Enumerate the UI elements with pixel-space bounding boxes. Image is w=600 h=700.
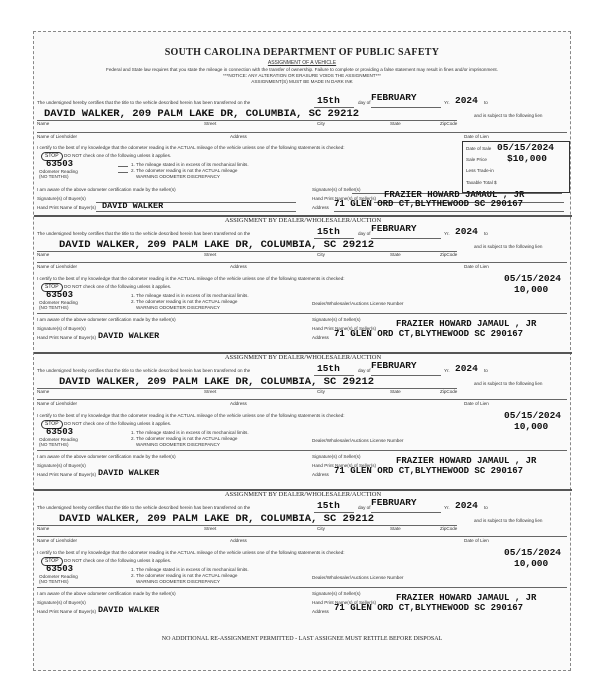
buyer-name[interactable]: DAVID WALKER <box>98 331 160 341</box>
no-tenths-label: (NO TENTHS) <box>39 305 69 310</box>
name-label: Name <box>37 389 50 394</box>
odometer-reading-label: Odometer Reading <box>39 574 78 579</box>
date-of-lien-label: Date of Lien <box>464 134 489 139</box>
ink-text: ASSIGNMENT(S) MUST BE MADE IN DARK INK <box>251 79 353 84</box>
to-label: to <box>484 100 488 105</box>
stop-badge: STOP <box>41 557 63 566</box>
aware-text: I am aware of the above odometer certification made by the seller(s) <box>37 187 176 192</box>
form-subtitle: ASSIGNMENT OF A VEHICLE <box>267 60 337 66</box>
seller-name[interactable]: FRAZIER HOWARD JAMAUL , JR <box>396 593 537 603</box>
dealer-assignment-section-2 <box>34 352 572 484</box>
seller-address[interactable]: 71 GLEN ORD CT,BLYTHEWOOD SC 290167 <box>334 329 524 339</box>
transfer-year[interactable]: 2024 <box>455 95 478 106</box>
undersigned-label: The undersigned hereby certifies that the title to the vehicle described herein has been transferred on the <box>37 368 251 373</box>
do-not-check-text: DO NOT check one of the following unless it applies. <box>64 421 172 426</box>
warning-text: WARNING ODOMETER DISCREPANCY <box>136 579 220 584</box>
zip-label: ZipCode <box>440 389 458 394</box>
hand-print-buyer-label: Hand Print Name of Buyer(s) <box>37 472 96 477</box>
subject-lien-label: and is subject to the following lien <box>474 518 543 523</box>
certify-text: I certify to the best of my knowledge that the odometer reading is the ACTUAL mileage of the vehicle unless one of the following statements is checked: <box>37 413 345 418</box>
dealer-license-label: Dealer/Wholesaler/Auctions License Number <box>312 438 404 443</box>
subject-lien-label: and is subject to the following lien <box>474 113 543 118</box>
address-label: Address <box>230 538 247 543</box>
sig-buyer-label: Signature(s) of Buyer(s) <box>37 326 86 331</box>
hand-print-seller-label: Hand Print Name(s) of Seller(s) <box>312 196 377 201</box>
name-label: Name <box>37 121 50 126</box>
dealer-section-title: ASSIGNMENT BY DEALER/WHOLESALER/AUCTION <box>224 491 382 498</box>
address-label: Address <box>230 264 247 269</box>
odometer-value[interactable]: 63503 <box>46 290 74 300</box>
hand-print-seller-label: Hand Print Name(s) of Seller(s) <box>312 326 377 331</box>
seller-address-label: Address <box>312 335 329 340</box>
footer-notice: NO ADDITIONAL RE-ASSIGNMENT PERMITTED - LAST ASSIGNEE MUST RETITLE BEFORE DISPOSAL <box>161 636 443 642</box>
dealer-assignment-section-3 <box>34 489 572 621</box>
seller-address-label: Address <box>312 472 329 477</box>
seller-name[interactable]: FRAZIER HOWARD JAMAUL , JR <box>396 319 537 329</box>
option-1-text: 1. The mileage stated is in excess of its mechanical limits. <box>131 430 249 435</box>
seller-address-label: Address <box>312 609 329 614</box>
transfer-day[interactable]: 15th <box>317 500 340 511</box>
odometer-reading-label: Odometer Reading <box>39 300 78 305</box>
seller-address[interactable]: 71 GLEN ORD CT,BLYTHEWOOD SC 290167 <box>334 603 524 613</box>
to-label: to <box>484 505 488 510</box>
date-of-lien-label: Date of Lien <box>464 401 489 406</box>
undersigned-label: The undersigned hereby certifies that the title to the vehicle described herein has been transferred on the <box>37 231 251 236</box>
stop-badge: STOP <box>41 283 63 292</box>
dealer-license-label: Dealer/Wholesaler/Auctions License Number <box>312 575 404 580</box>
transfer-month[interactable]: FEBRUARY <box>371 497 417 508</box>
date-of-sale-value[interactable]: 05/15/2024 <box>504 547 562 558</box>
day-of-label: day of <box>358 505 371 510</box>
warning-text: WARNING ODOMETER DISCREPANCY <box>136 442 220 447</box>
buyer-name[interactable]: DAVID WALKER <box>98 605 160 615</box>
sale-price-value[interactable]: 10,000 <box>514 284 549 295</box>
zip-label: ZipCode <box>440 526 458 531</box>
buyer-name[interactable]: DAVID WALKER <box>98 468 160 478</box>
option-2-text: 2. The odometer reading is not the ACTUAL mileage <box>131 168 238 173</box>
street-label: Street <box>204 526 217 531</box>
odometer-reading-label: Odometer Reading <box>39 169 78 174</box>
date-of-sale-label: Date of Sale <box>466 146 492 151</box>
sig-seller-label: Signature(s) of Seller(s) <box>312 187 361 192</box>
zip-label: ZipCode <box>440 121 458 126</box>
certify-text: I certify to the best of my knowledge that the odometer reading is the ACTUAL mileage of the vehicle unless one of the following statements is checked: <box>37 276 345 281</box>
street-label: Street <box>204 252 217 257</box>
state-label: State <box>390 389 401 394</box>
street-label: Street <box>204 389 217 394</box>
buyer-address[interactable]: DAVID WALKER, 209 PALM LAKE DR, COLUMBIA, SC 29212 <box>59 513 375 525</box>
option-2-text: 2. The odometer reading is not the ACTUAL mileage <box>131 436 238 441</box>
dealer-section-title: ASSIGNMENT BY DEALER/WHOLESALER/AUCTION <box>224 354 382 361</box>
buyer-address[interactable]: DAVID WALKER, 209 PALM LAKE DR, COLUMBIA, SC 29212 <box>44 108 360 120</box>
title-assignment-form <box>33 31 571 671</box>
street-label: Street <box>204 121 217 126</box>
subject-lien-label: and is subject to the following lien <box>474 244 543 249</box>
seller-address[interactable]: 71 GLEN ORD CT,BLYTHEWOOD SC 290167 <box>334 466 524 476</box>
no-tenths-label: (NO TENTHS) <box>39 174 69 179</box>
aware-text: I am aware of the above odometer certification made by the seller(s) <box>37 454 176 459</box>
hand-print-buyer-label: Hand Print Name of Buyer(s) <box>37 205 96 210</box>
zip-label: ZipCode <box>440 252 458 257</box>
hand-print-seller-label: Hand Print Name(s) of Seller(s) <box>312 463 377 468</box>
undersigned-label: The undersigned hereby certifies that the title to the vehicle described herein has been transferred on the <box>37 100 251 105</box>
option-2-text: 2. The odometer reading is not the ACTUAL mileage <box>131 299 238 304</box>
notice-text: ***NOTICE: ANY ALTERATION OR ERASURE VOIDS THE ASSIGNMENT*** <box>223 73 381 78</box>
odometer-value[interactable]: 63503 <box>46 564 74 574</box>
sale-price-value[interactable]: $10,000 <box>507 153 547 164</box>
hand-print-buyer-label: Hand Print Name of Buyer(s) <box>37 335 96 340</box>
yr-label: Yr. <box>444 231 450 236</box>
do-not-check-text: DO NOT check one of the following unless it applies. <box>64 153 172 158</box>
option-1-text: 1. The mileage stated is in excess of its mechanical limits. <box>131 293 249 298</box>
sale-price-value[interactable]: 10,000 <box>514 558 549 569</box>
to-label: to <box>484 368 488 373</box>
lienholder-label: Name of Lienholder <box>37 134 78 139</box>
address-label: Address <box>230 401 247 406</box>
date-of-lien-label: Date of Lien <box>464 538 489 543</box>
sale-price-label: Sale Price <box>466 157 487 162</box>
aware-text: I am aware of the above odometer certification made by the seller(s) <box>37 591 176 596</box>
odometer-value[interactable]: 63503 <box>46 159 74 169</box>
certify-text: I certify to the best of my knowledge that the odometer reading is the ACTUAL mileage of the vehicle unless one of the following statements is checked: <box>37 550 345 555</box>
day-of-label: day of <box>358 100 371 105</box>
option-1-text: 1. The mileage stated is in excess of its mechanical limits. <box>131 162 249 167</box>
transfer-year[interactable]: 2024 <box>455 363 478 374</box>
seller-name[interactable]: FRAZIER HOWARD JAMAUL , JR <box>396 456 537 466</box>
seller-address-label: Address <box>312 205 329 210</box>
sig-seller-label: Signature(s) of Seller(s) <box>312 591 361 596</box>
buyer-name[interactable]: DAVID WALKER <box>102 201 164 211</box>
agency-title: SOUTH CAROLINA DEPARTMENT OF PUBLIC SAFETY <box>164 47 440 58</box>
state-label: State <box>390 252 401 257</box>
buyer-address[interactable]: DAVID WALKER, 209 PALM LAKE DR, COLUMBIA, SC 29212 <box>59 376 375 388</box>
seller-address[interactable]: 71 GLEN ORD CT,BLYTHEWOOD SC 290167 <box>334 199 524 209</box>
warning-text: WARNING ODOMETER DISCREPANCY <box>136 174 220 179</box>
undersigned-label: The undersigned hereby certifies that the title to the vehicle described herein has been transferred on the <box>37 505 251 510</box>
city-label: City <box>317 252 325 257</box>
odometer-value[interactable]: 63503 <box>46 427 74 437</box>
certify-text: I certify to the best of my knowledge that the odometer reading is the ACTUAL mileage of the vehicle unless one of the following statements is checked: <box>37 145 345 150</box>
lienholder-label: Name of Lienholder <box>37 401 78 406</box>
hand-print-seller-label: Hand Print Name(s) of Seller(s) <box>312 600 377 605</box>
no-tenths-label: (NO TENTHS) <box>39 442 69 447</box>
sig-buyer-label: Signature(s) of Buyer(s) <box>37 600 86 605</box>
sig-seller-label: Signature(s) of Seller(s) <box>312 317 361 322</box>
transfer-day[interactable]: 15th <box>317 363 340 374</box>
odometer-reading-label: Odometer Reading <box>39 437 78 442</box>
name-label: Name <box>37 252 50 257</box>
sig-buyer-label: Signature(s) of Buyer(s) <box>37 196 86 201</box>
no-tenths-label: (NO TENTHS) <box>39 579 69 584</box>
transfer-year[interactable]: 2024 <box>455 500 478 511</box>
stop-badge: STOP <box>41 420 63 429</box>
sale-info-box <box>462 141 570 193</box>
transfer-day[interactable]: 15th <box>317 226 340 237</box>
dealer-assignment-section-1 <box>34 215 572 347</box>
city-label: City <box>317 121 325 126</box>
transfer-year[interactable]: 2024 <box>455 226 478 237</box>
city-label: City <box>317 526 325 531</box>
transfer-day[interactable]: 15th <box>317 95 340 106</box>
yr-label: Yr. <box>444 368 450 373</box>
date-of-sale-value[interactable]: 05/15/2024 <box>504 273 562 284</box>
subject-lien-label: and is subject to the following lien <box>474 381 543 386</box>
to-label: to <box>484 231 488 236</box>
date-of-sale-value[interactable]: 05/15/2024 <box>504 410 562 421</box>
state-label: State <box>390 121 401 126</box>
do-not-check-text: DO NOT check one of the following unless it applies. <box>64 284 172 289</box>
city-label: City <box>317 389 325 394</box>
sig-seller-label: Signature(s) of Seller(s) <box>312 454 361 459</box>
lienholder-label: Name of Lienholder <box>37 538 78 543</box>
taxable-total-label: Taxable Total $ <box>466 180 497 185</box>
date-of-sale-value[interactable]: 05/15/2024 <box>497 142 555 153</box>
do-not-check-text: DO NOT check one of the following unless it applies. <box>64 558 172 563</box>
sale-price-value[interactable]: 10,000 <box>514 421 549 432</box>
transfer-month[interactable]: FEBRUARY <box>371 360 417 371</box>
buyer-address[interactable]: DAVID WALKER, 209 PALM LAKE DR, COLUMBIA, SC 29212 <box>59 239 375 251</box>
day-of-label: day of <box>358 368 371 373</box>
law-text: Federal and State law requires that you state the mileage in connection with the transfer of ownership. Failure to complete or providing a false statement may result in fines and/or imprisonment. <box>106 67 498 72</box>
option-2-text: 2. The odometer reading is not the ACTUAL mileage <box>131 573 238 578</box>
transfer-month[interactable]: FEBRUARY <box>371 92 417 103</box>
yr-label: Yr. <box>444 100 450 105</box>
dealer-section-title: ASSIGNMENT BY DEALER/WHOLESALER/AUCTION <box>224 217 382 224</box>
name-label: Name <box>37 526 50 531</box>
warning-text: WARNING ODOMETER DISCREPANCY <box>136 305 220 310</box>
date-of-lien-label: Date of Lien <box>464 264 489 269</box>
option-1-text: 1. The mileage stated is in excess of its mechanical limits. <box>131 567 249 572</box>
dealer-license-label: Dealer/Wholesaler/Auctions License Number <box>312 301 404 306</box>
address-label: Address <box>230 134 247 139</box>
state-label: State <box>390 526 401 531</box>
stop-badge: STOP <box>41 152 63 161</box>
seller-name[interactable]: FRAZIER HOWARD JAMAUL , JR <box>384 190 525 200</box>
transfer-month[interactable]: FEBRUARY <box>371 223 417 234</box>
lienholder-label: Name of Lienholder <box>37 264 78 269</box>
less-trade-label: Less Trade-in <box>466 168 494 173</box>
hand-print-buyer-label: Hand Print Name of Buyer(s) <box>37 609 96 614</box>
yr-label: Yr. <box>444 505 450 510</box>
aware-text: I am aware of the above odometer certification made by the seller(s) <box>37 317 176 322</box>
sig-buyer-label: Signature(s) of Buyer(s) <box>37 463 86 468</box>
day-of-label: day of <box>358 231 371 236</box>
